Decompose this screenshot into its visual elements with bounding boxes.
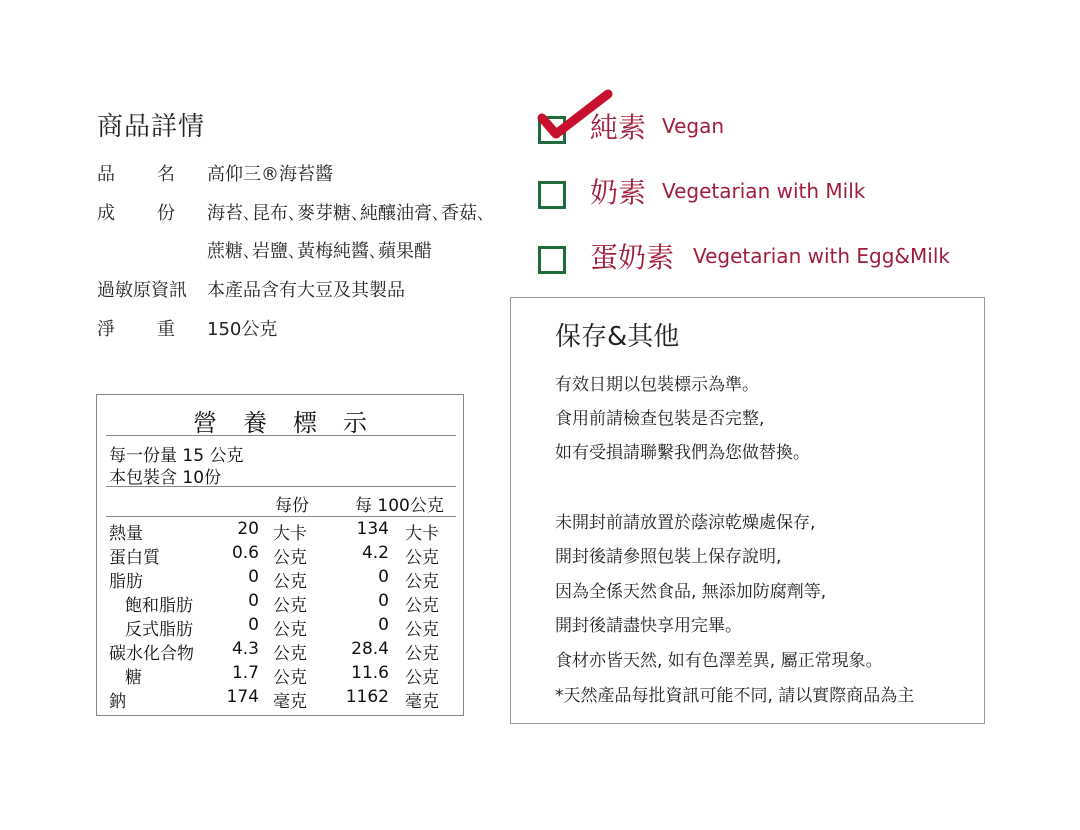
spec-label-name: 品 名 <box>97 164 175 185</box>
product-details-title: 商品詳情 <box>97 112 206 142</box>
diet-label-zh: 奶素 <box>590 176 647 209</box>
nutrition-row-sugar: 糖 1.7 公克 11.6 公克 <box>125 663 439 688</box>
spec-value-name: 高仰三®海苔醬 <box>207 164 333 185</box>
nutrition-col-per-serving: 每份 <box>275 496 309 516</box>
nutrition-row-energy: 熱量 20 大卡 134 大卡 <box>109 519 439 544</box>
nutrition-title: 營養標示 <box>193 409 393 437</box>
spec-value-weight: 150公克 <box>207 319 278 340</box>
spec-label-weight: 淨 重 <box>97 319 175 340</box>
nutrition-serving-size: 每一份量 15 公克 <box>109 446 244 466</box>
spec-label-ingredients: 成 份 <box>97 203 175 224</box>
spec-value-ingredients: 海苔､昆布､麥芽糖､純釀油膏､香菇､ <box>207 203 486 224</box>
diet-label-zh: 純素 <box>590 111 647 144</box>
nutrition-row-sodium: 鈉 174 毫克 1162 毫克 <box>109 687 439 712</box>
storage-line: 有效日期以包裝標示為準。 <box>555 375 759 395</box>
nutrition-row-protein: 蛋白質 0.6 公克 4.2 公克 <box>109 543 439 568</box>
storage-line: 因為全係天然食品, 無添加防腐劑等, <box>555 582 827 602</box>
storage-title: 保存&其他 <box>555 322 680 352</box>
storage-line: 未開封前請放置於蔭涼乾燥處保存, <box>555 513 816 533</box>
nutrition-servings-per-pack: 本包裝含 10份 <box>109 468 222 488</box>
nutrition-row-saturated-fat: 飽和脂肪 0 公克 0 公克 <box>125 591 439 616</box>
checkbox-vegetarian-milk[interactable] <box>538 181 566 209</box>
diet-label-en: Vegetarian with Egg&Milk <box>693 244 950 268</box>
storage-line: 開封後請參照包裝上保存說明, <box>555 547 782 567</box>
spec-value-allergen: 本產品含有大豆及其製品 <box>207 280 405 301</box>
nutrition-divider <box>106 516 456 517</box>
spec-label-allergen: 過敏原資訊 <box>97 280 187 301</box>
storage-line: *天然產品每批資訊可能不同, 請以實際商品為主 <box>555 686 915 706</box>
checkbox-vegetarian-egg-milk[interactable] <box>538 246 566 274</box>
storage-line: 食材亦皆天然, 如有色澤差異, 屬正常現象。 <box>555 651 883 671</box>
nutrition-divider <box>106 435 456 436</box>
storage-line: 開封後請盡快享用完畢。 <box>555 616 742 636</box>
diet-option-vegetarian-egg-milk[interactable] <box>538 242 958 276</box>
nutrition-rows <box>109 519 453 711</box>
nutrition-row-carbohydrate: 碳水化合物 4.3 公克 28.4 公克 <box>109 639 439 664</box>
storage-line: 如有受損請聯繫我們為您做替換。 <box>555 443 810 463</box>
nutrition-divider <box>106 486 456 487</box>
nutrition-row-fat: 脂肪 0 公克 0 公克 <box>109 567 439 592</box>
nutrition-facts-box <box>96 394 464 716</box>
diet-label-en: Vegan <box>662 114 725 138</box>
spec-value-ingredients-line2: 蔗糖､岩鹽､黃梅純醬､蘋果醋 <box>207 241 432 262</box>
storage-box <box>510 297 985 724</box>
diet-label-zh: 蛋奶素 <box>590 241 675 274</box>
diet-option-vegetarian-milk[interactable] <box>538 177 878 211</box>
checkmark-icon <box>536 88 616 144</box>
diet-label-en: Vegetarian with Milk <box>662 179 866 203</box>
nutrition-col-per-100g: 每 100公克 <box>355 496 444 516</box>
storage-line: 食用前請檢查包裝是否完整, <box>555 409 765 429</box>
nutrition-row-trans-fat: 反式脂肪 0 公克 0 公克 <box>125 615 439 640</box>
